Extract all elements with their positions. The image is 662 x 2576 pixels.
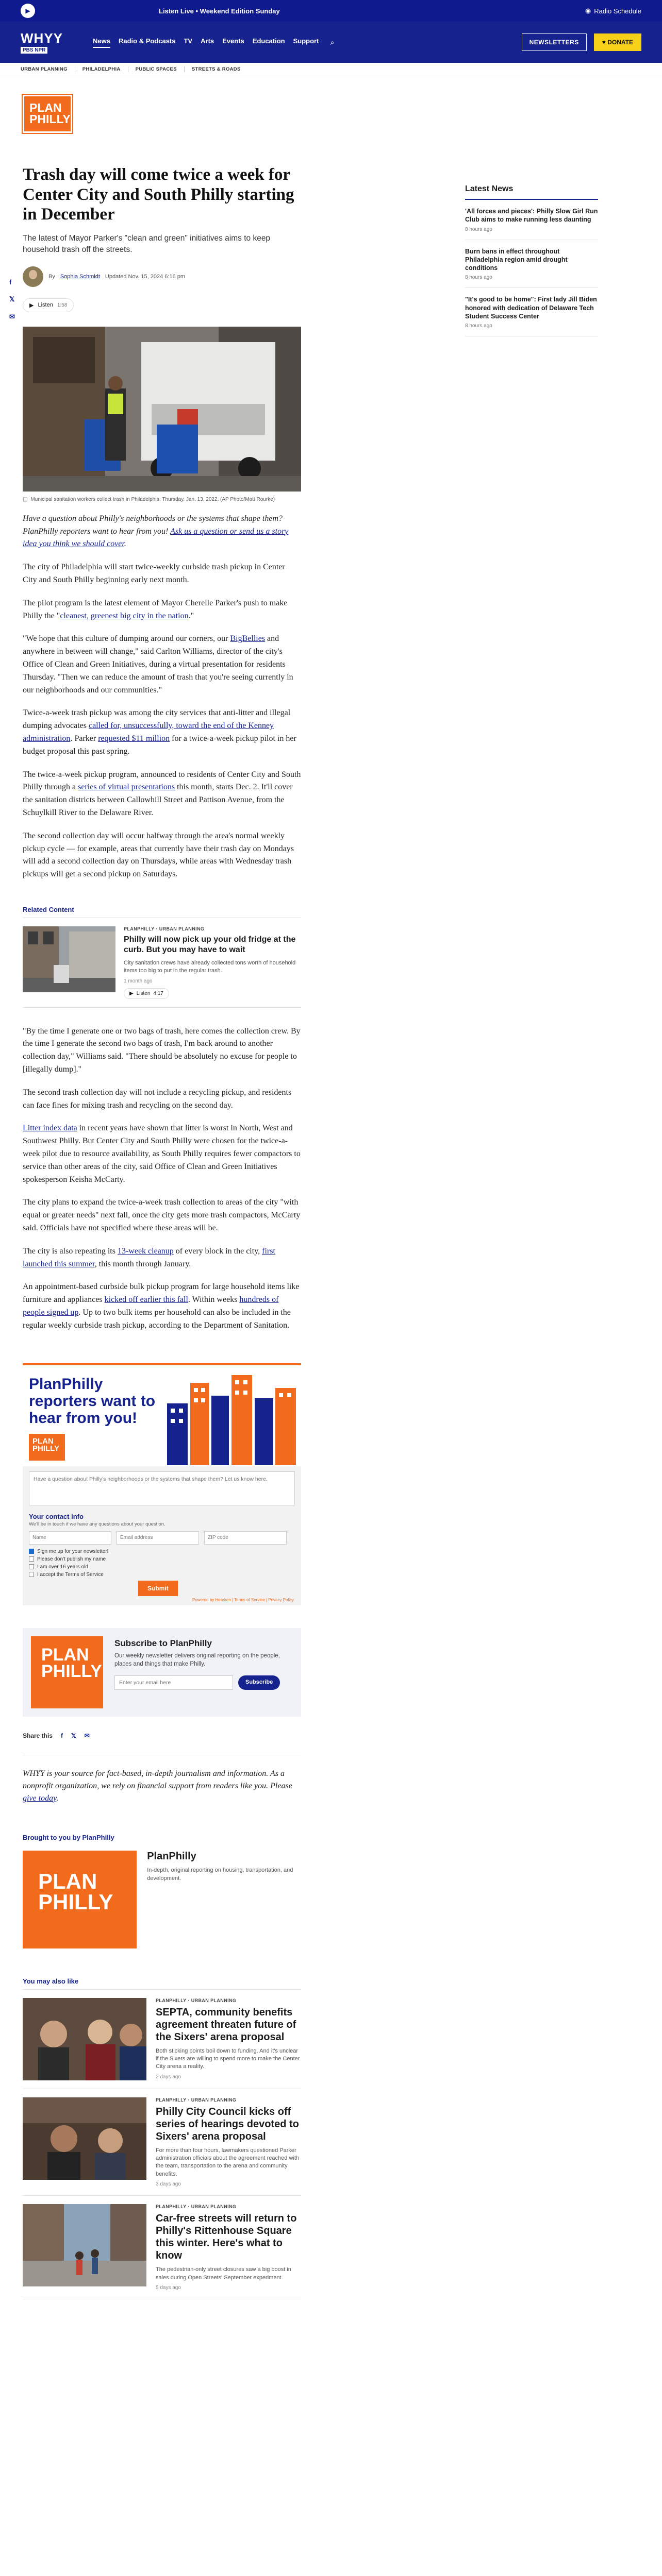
news-ago: 8 hours ago <box>465 275 492 281</box>
nav-radio-podcasts[interactable]: Radio & Podcasts <box>118 37 176 45</box>
text: . Parker <box>70 734 98 743</box>
brand-line1: PLAN <box>41 1645 89 1665</box>
called-for-link[interactable]: called for, unsuccessfully, toward the end of the Kenney administration <box>23 721 274 743</box>
cleanup-link[interactable]: 13-week cleanup <box>117 1246 174 1256</box>
cleanest-link[interactable]: cleanest, greenest big city in the nation <box>60 611 189 620</box>
text: of every block in the city, <box>173 1246 262 1256</box>
author-link[interactable]: Sophia Schmidt <box>60 273 100 280</box>
also-photo-1 <box>23 1998 146 2080</box>
news-title: "It's good to be home": First lady Jill Biden honored with dedication of Delaware Tech Student Success Center <box>465 296 597 320</box>
presentations-link[interactable]: series of virtual presentations <box>78 783 175 792</box>
subscribe-button[interactable]: Subscribe <box>238 1675 280 1690</box>
related-listen-button[interactable] <box>124 988 169 999</box>
main-nav <box>0 22 662 63</box>
related-heading: Related Content <box>23 906 301 918</box>
signed-up-link[interactable]: hundreds of people signed up <box>23 1295 279 1317</box>
donate-button[interactable]: ♥ DONATE <box>594 33 641 51</box>
intro-paragraph <box>23 513 301 551</box>
paragraph <box>23 1245 301 1271</box>
caption-text: Municipal sanitation workers collect trash in Philadelphia, Thursday, Jan. 13, 2022. (AP Photo/Matt Rourke) <box>30 496 275 502</box>
nav-links <box>93 37 319 48</box>
email-field[interactable] <box>117 1531 199 1545</box>
text: . Within weeks <box>188 1295 240 1304</box>
nav-events[interactable]: Events <box>222 37 244 45</box>
listen-live-link[interactable]: Listen Live • Weekend Edition Sunday <box>159 7 280 15</box>
planphilly-logo <box>23 1851 137 1948</box>
logo-text: WHYY <box>21 30 63 46</box>
play-icon[interactable]: ▶ <box>21 4 35 18</box>
support-message <box>23 1755 301 1805</box>
also-tag: PLANPHILLY · URBAN PLANNING <box>156 1997 237 2003</box>
text: . Up to two bulk items per household can also be included in the regular weekly curbside trash pickup, according to the Department of Sanitation. <box>23 1308 291 1330</box>
brand-line2: PHILLY <box>41 1661 102 1681</box>
planphilly-logo <box>31 1636 103 1708</box>
related-photo <box>23 926 115 992</box>
text: ." <box>188 611 194 620</box>
checkbox-label: Please don't publish my name <box>37 1556 106 1562</box>
sidebar-news-item[interactable] <box>465 240 598 289</box>
checkbox-unchecked <box>29 1556 34 1562</box>
text: The city is also repeating its <box>23 1246 118 1256</box>
planphilly-logo <box>29 1434 65 1461</box>
subnav-public-spaces[interactable]: PUBLIC SPACES <box>136 66 185 72</box>
updated-date: Updated Nov. 15, 2024 6:16 pm <box>105 273 186 280</box>
hero-photo <box>23 327 301 492</box>
article-column <box>23 149 301 2299</box>
submit-button[interactable]: Submit <box>138 1581 178 1596</box>
subnav-streets-roads[interactable]: STREETS & ROADS <box>191 66 241 72</box>
nav-news[interactable]: News <box>93 37 110 48</box>
subnav-urban-planning[interactable]: URBAN PLANNING <box>21 66 75 72</box>
radio-schedule-label: Radio Schedule <box>594 7 641 15</box>
latest-news-heading: Latest News <box>465 184 598 200</box>
paragraph <box>23 633 301 697</box>
support-end: . <box>56 1793 59 1803</box>
text: An appointment-based curbside bulk pickup program for large household items like furniture and appliances <box>23 1282 300 1304</box>
text: The pilot program is the latest element of Mayor Cherelle Parker's push to make Philly the " <box>23 598 288 620</box>
also-image <box>23 2204 146 2286</box>
search-icon[interactable]: ⌕ <box>330 38 335 47</box>
requested-link[interactable]: requested $11 million <box>98 734 170 743</box>
related-image <box>23 926 115 992</box>
subscribe-body: Our weekly newsletter delivers original reporting on the people, places and things that make Philly. <box>114 1652 280 1667</box>
listen-duration: 4:17 <box>153 990 163 996</box>
paragraph <box>23 707 301 758</box>
subscribe-email-field[interactable] <box>114 1675 233 1690</box>
text: "We hope that this culture of dumping around our corners, our <box>23 634 230 643</box>
brand-line1: PLAN <box>32 1436 54 1446</box>
nav-arts[interactable]: Arts <box>201 37 214 45</box>
support-text: WHYY is your source for fact-based, in-depth journalism and information. As a nonprofit organization, we rely on financial support from readers like you. Please <box>23 1769 292 1790</box>
also-item[interactable] <box>23 1989 301 2089</box>
sidebar-news-item[interactable] <box>465 200 598 240</box>
camera-icon: ◫ <box>23 496 28 502</box>
related-card[interactable] <box>23 926 301 1008</box>
question-textarea[interactable] <box>29 1471 295 1505</box>
terms-checkbox[interactable] <box>29 1572 295 1578</box>
zip-field[interactable] <box>204 1531 287 1545</box>
litter-index-link[interactable]: Litter index data <box>23 1124 77 1133</box>
share-label: Share this <box>23 1732 53 1739</box>
news-title: 'All forces and pieces': Philly Slow Girl Run Club aims to make running less daunting <box>465 208 598 224</box>
sidebar <box>465 149 598 2299</box>
author-avatar <box>23 266 43 287</box>
text: Twice-a-week trash pickup was among the city services that anti-litter and illegal dumping advocates <box>23 708 291 731</box>
related-summary: City sanitation crews have already collected tons worth of household items too big to put in the regular trash. <box>124 959 296 974</box>
facebook-icon[interactable]: f <box>9 278 12 286</box>
subscribe-title: Subscribe to PlanPhilly <box>114 1638 212 1648</box>
text: and anywhere in between will change," said Carlton Williams, director of the city's Office of Clean and Green Initiatives, during a virtual presentation for residents Thursday. "Then we can reduce the amount of trash that you're seeing currently in our neighborhoods and our communities." <box>23 634 293 694</box>
text: this month, starts Dec. 2. It'll cover the sanitation districts between Callowhill Street and Pattison Avenue, from the Schuylkill River to the Delaware River. <box>23 783 293 817</box>
checkbox-checked <box>29 1549 34 1554</box>
brand-line2: PHILLY <box>29 112 71 126</box>
play-icon: ▶ <box>129 990 134 996</box>
first-launched-link[interactable]: first launched this summer <box>23 1246 275 1268</box>
form-checkboxes <box>29 1549 295 1578</box>
checkbox-unchecked <box>29 1564 34 1569</box>
text: The twice-a-week pickup program, announced to residents of Center City and South Philly through a <box>23 770 301 792</box>
share-bar <box>23 1732 301 1739</box>
byline <box>23 266 301 287</box>
also-photo-3 <box>23 2204 146 2286</box>
question-promo <box>23 1363 301 1605</box>
nav-tv[interactable]: TV <box>184 37 193 45</box>
brought-name: PlanPhilly <box>147 1850 196 1862</box>
also-image <box>23 1998 146 2080</box>
brand-line1: PLAN <box>38 1869 97 1893</box>
dont-publish-checkbox[interactable] <box>29 1556 295 1562</box>
checkbox-unchecked <box>29 1572 34 1577</box>
brought-card[interactable] <box>23 1851 301 1948</box>
also-summary: The pedestrian-only street closures saw a big boost in sales during Open Streets' September experiment. <box>156 2266 291 2281</box>
planphilly-logo[interactable] <box>23 95 72 133</box>
whyy-logo[interactable] <box>21 31 77 54</box>
also-image <box>23 2097 146 2180</box>
logo-sub: PBS NPR <box>21 47 47 54</box>
brought-desc: In-depth, original reporting on housing, transportation, and development. <box>147 1867 293 1882</box>
listen-duration: 1:58 <box>57 302 68 308</box>
article-dek: The latest of Mayor Parker's "clean and green" initiatives aims to keep household trash off the streets. <box>23 233 271 255</box>
checkbox-label: I accept the Terms of Service <box>37 1571 104 1578</box>
related-title[interactable]: Philly will now pick up your old fridge at the curb. But you may have to wait <box>124 935 296 954</box>
related-ago: 1 month ago <box>124 978 153 984</box>
listen-label: Listen <box>38 302 53 309</box>
name-field[interactable] <box>29 1531 111 1545</box>
hero-caption <box>23 497 301 502</box>
brought-heading: Brought to you by PlanPhilly <box>23 1833 114 1841</box>
sidebar-news-item[interactable] <box>465 288 598 336</box>
newsletter-checkbox[interactable] <box>29 1549 295 1554</box>
age-checkbox[interactable] <box>29 1564 295 1570</box>
paragraph: The city plans to expand the twice-a-week trash collection to areas of the city "with equal or greater needs" next fall, once the city gets more trash compactors, McCarty said. Officials have not specified where these areas will be. <box>23 1198 301 1233</box>
sub-nav <box>0 63 662 76</box>
promo-title: PlanPhilly reporters want to hear from you! <box>29 1375 156 1427</box>
news-ago: 8 hours ago <box>465 226 492 232</box>
brand-line2: PHILLY <box>32 1444 59 1453</box>
intro-end: . <box>124 539 126 549</box>
subscribe-box <box>23 1628 301 1717</box>
share-rail <box>9 278 15 321</box>
also-heading: You may also like <box>23 1977 79 1985</box>
also-item[interactable] <box>23 2195 301 2299</box>
text: in recent years have shown that litter is worst in North, West and Southwest Philly. But Center City and South Philly were chosen for the twice-a-week pilot due to resource availability, as South Philly requires fewer compactors to service than other areas of the city, said Office of Clean and Green Initiatives spokesperson Keisha McCarty. <box>23 1124 301 1184</box>
donate-label: DONATE <box>607 39 633 46</box>
also-ago: 5 days ago <box>156 2284 181 2291</box>
also-title[interactable]: Car-free streets will return to Philly's Rittenhouse Square this winter. Here's what to know <box>156 2213 297 2262</box>
email-icon[interactable]: ✉ <box>9 313 15 320</box>
radio-icon: ◉ <box>585 7 591 14</box>
related-tag: PLANPHILLY · URBAN PLANNING <box>124 926 205 931</box>
also-item[interactable] <box>23 2089 301 2196</box>
also-summary: For more than four hours, lawmakers questioned Parker administration officials about the agreement reached with the team, transportation to the arena and community benefits. <box>156 2147 300 2177</box>
paragraph: The city of Philadelphia will start twice-weekly curbside trash pickup in Center City and South Philly beginning early next month. <box>23 563 285 584</box>
listen-label: Listen <box>136 990 151 996</box>
email-icon[interactable]: ✉ <box>84 1732 90 1739</box>
brand-line1: PLAN <box>29 101 62 114</box>
contact-info-sub: We'll be in touch if we have any questions about your question. <box>29 1521 166 1527</box>
radio-schedule-link[interactable] <box>585 7 641 15</box>
paragraph <box>23 1281 301 1332</box>
contact-info-heading: Your contact info <box>29 1512 84 1520</box>
facebook-icon[interactable]: f <box>61 1732 63 1739</box>
twitter-icon[interactable]: 𝕏 <box>71 1732 76 1739</box>
ask-question-link[interactable]: Ask us a question or send us a story idea you think we should cover <box>23 527 289 549</box>
text: , this month through January. <box>94 1259 191 1268</box>
twitter-icon[interactable]: 𝕏 <box>9 295 15 303</box>
paragraph: The second collection day will occur halfway through the area's normal weekly pickup cycle — for example, areas that currently have their trash day on Mondays will add a second collection day on Thursdays, while areas with Wednesday trash pickups will get a second pickup on Saturdays. <box>23 831 294 879</box>
text: for a twice-a-week pickup pilot in her budget proposal this past spring. <box>23 734 296 756</box>
hero-image <box>23 327 301 492</box>
intro-text: Have a question about Philly's neighborhoods or the systems that shape them? PlanPhilly reporters want to hear from you! <box>23 514 283 536</box>
question-form <box>23 1466 301 1605</box>
news-title: Burn bans in effect throughout Philadelphia region amid drought conditions <box>465 247 568 272</box>
nav-support[interactable]: Support <box>293 37 319 45</box>
top-bar <box>0 0 662 22</box>
paragraph <box>23 769 301 820</box>
bigbellies-link[interactable]: BigBellies <box>230 634 266 643</box>
checkbox-label: I am over 16 years old <box>37 1564 88 1570</box>
newsletters-button[interactable]: NEWSLETTERS <box>522 33 587 51</box>
also-title[interactable]: SEPTA, community benefits agreement threaten future of the Sixers' arena proposal <box>156 2006 296 2043</box>
also-title[interactable]: Philly City Council kicks off series of hearings devoted to Sixers' arena proposal <box>156 2106 299 2142</box>
kicked-off-link[interactable]: kicked off earlier this fall <box>104 1295 188 1304</box>
brand-line2: PHILLY <box>38 1889 113 1914</box>
powered-by[interactable]: Powered by Hearken | Terms of Service | Privacy Policy <box>192 1597 294 1602</box>
also-tag: PLANPHILLY · URBAN PLANNING <box>156 2097 237 2103</box>
article-headline: Trash day will come twice a week for Center City and South Philly starting in December <box>23 165 294 224</box>
paragraph <box>23 1122 301 1186</box>
also-summary: Both sticking points boil down to funding. And it's unclear if the Sixers are willing to spend more to make the Center City arena a reality. <box>156 2047 300 2070</box>
subnav-philadelphia[interactable]: PHILADELPHIA <box>82 66 128 72</box>
also-tag: PLANPHILLY · URBAN PLANNING <box>156 2204 237 2210</box>
skyline-illustration <box>162 1367 301 1465</box>
article-body-cont <box>23 1025 301 1332</box>
checkbox-label: Sign me up for your newsletter! <box>37 1548 109 1554</box>
news-ago: 8 hours ago <box>465 323 492 329</box>
paragraph: "By the time I generate one or two bags of trash, here comes the collection crew. By the time I generate the second two bags of trash, I'm back around to another collection day," Williams said. "There should be absolutely no excuse for people to [illegally dump]." <box>23 1026 301 1074</box>
by-label: By <box>48 273 55 280</box>
listen-button[interactable] <box>23 298 74 312</box>
also-ago: 2 days ago <box>156 2074 181 2080</box>
also-ago: 3 days ago <box>156 2181 181 2188</box>
play-icon: ▶ <box>29 302 34 309</box>
paragraph: The second trash collection day will not include a recycling pickup, and residents can face fines for mixing trash and recycling on the second day. <box>23 1088 292 1110</box>
also-photo-2 <box>23 2097 146 2180</box>
nav-education[interactable]: Education <box>252 37 285 45</box>
paragraph <box>23 597 301 623</box>
give-today-link[interactable]: give today <box>23 1793 57 1803</box>
article-body <box>23 513 301 881</box>
